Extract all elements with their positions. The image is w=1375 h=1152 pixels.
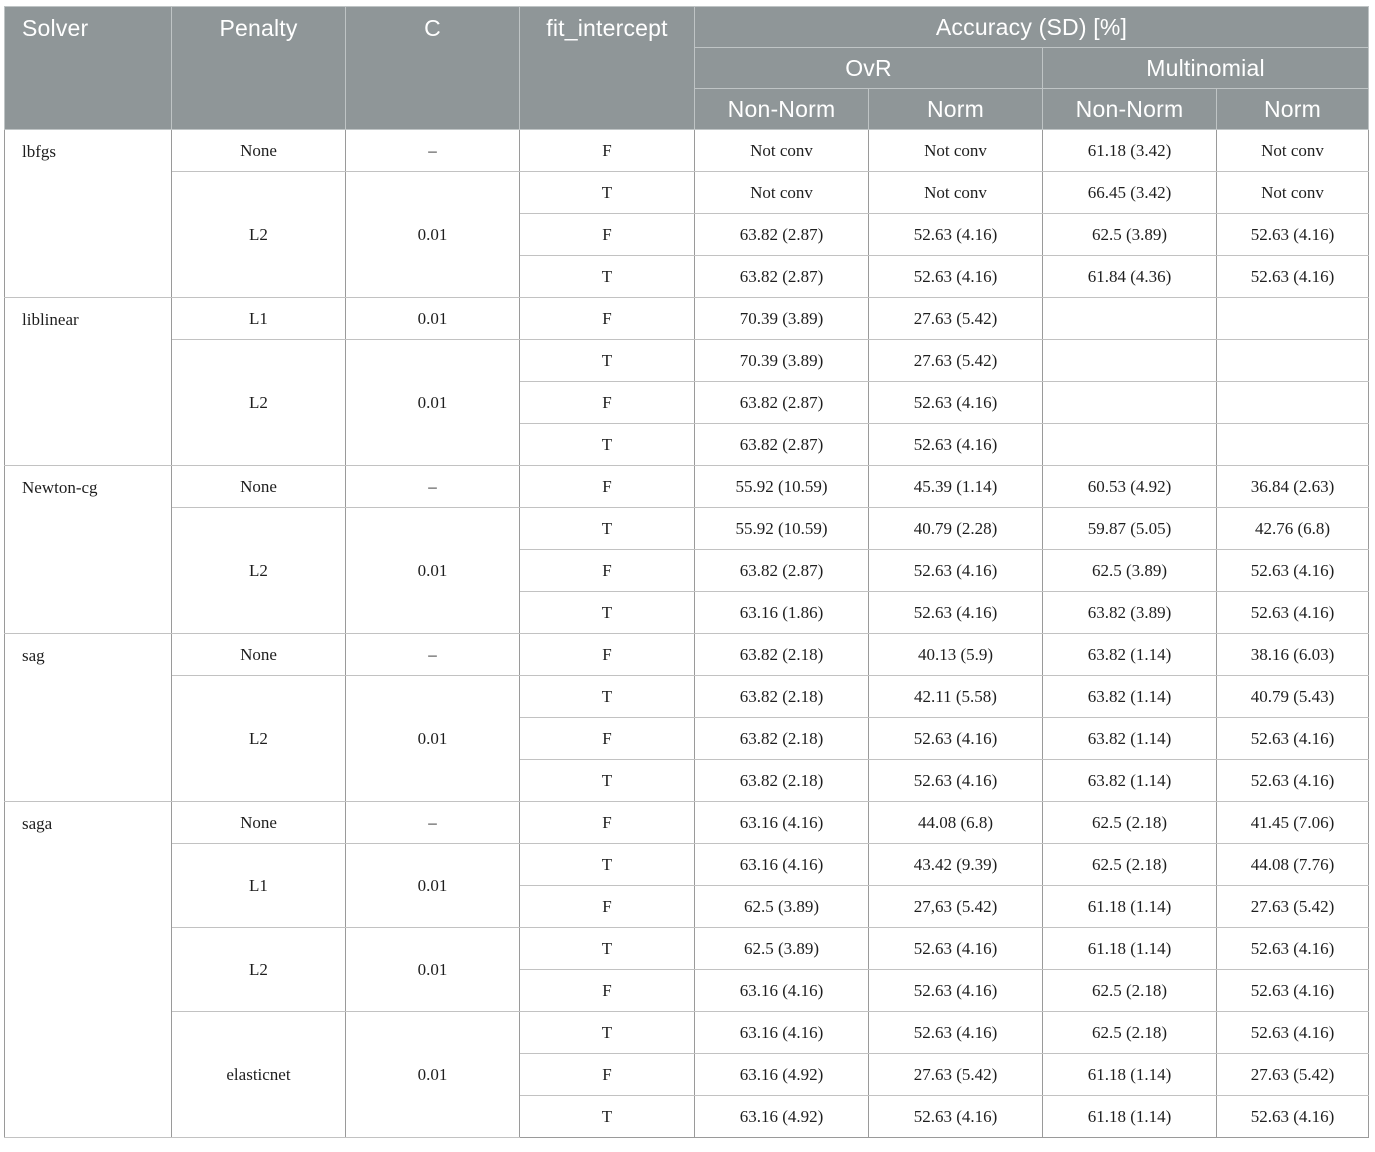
table-row [5, 802, 1369, 844]
solver-cell: sag [5, 634, 172, 802]
fit-intercept-cell: F [520, 634, 695, 676]
multinomial-non-norm-cell: 61.18 (1.14) [1043, 1096, 1217, 1138]
multinomial-norm-cell: 52.63 (4.16) [1217, 970, 1369, 1012]
fit-intercept-cell: F [520, 382, 695, 424]
multinomial-norm-cell: Not conv [1217, 172, 1369, 214]
fit-intercept-cell: F [520, 466, 695, 508]
table-row [5, 1012, 1369, 1054]
c-cell: – [346, 130, 520, 172]
fit-intercept-cell: T [520, 1012, 695, 1054]
ovr-non-norm-cell: 63.82 (2.18) [695, 676, 869, 718]
header-multinomial: Multinomial [1043, 48, 1369, 89]
multinomial-norm-cell: 27.63 (5.42) [1217, 886, 1369, 928]
fit-intercept-cell: T [520, 424, 695, 466]
ovr-norm-cell: Not conv [869, 172, 1043, 214]
multinomial-non-norm-cell: 63.82 (1.14) [1043, 676, 1217, 718]
multinomial-non-norm-cell: 63.82 (1.14) [1043, 760, 1217, 802]
multinomial-non-norm-cell: 63.82 (1.14) [1043, 634, 1217, 676]
c-cell: 0.01 [346, 508, 520, 634]
ovr-norm-cell: 52.63 (4.16) [869, 1096, 1043, 1138]
header-c: C [346, 7, 520, 130]
fit-intercept-cell: T [520, 928, 695, 970]
ovr-non-norm-cell: 70.39 (3.89) [695, 340, 869, 382]
table-row [5, 844, 1369, 886]
ovr-non-norm-cell: 63.16 (4.16) [695, 844, 869, 886]
table-row [5, 340, 1369, 382]
penalty-cell: None [172, 466, 346, 508]
multinomial-non-norm-cell [1043, 298, 1217, 340]
multinomial-non-norm-cell: 66.45 (3.42) [1043, 172, 1217, 214]
ovr-norm-cell: 27.63 (5.42) [869, 1054, 1043, 1096]
fit-intercept-cell: T [520, 844, 695, 886]
header-fit-intercept: fit_intercept [520, 7, 695, 130]
c-cell: 0.01 [346, 340, 520, 466]
results-table [4, 6, 1369, 1138]
ovr-non-norm-cell: 62.5 (3.89) [695, 886, 869, 928]
solver-cell: saga [5, 802, 172, 1138]
fit-intercept-cell: T [520, 172, 695, 214]
multinomial-non-norm-cell: 59.87 (5.05) [1043, 508, 1217, 550]
multinomial-non-norm-cell: 60.53 (4.92) [1043, 466, 1217, 508]
ovr-non-norm-cell: 63.82 (2.87) [695, 424, 869, 466]
table-row [5, 508, 1369, 550]
ovr-non-norm-cell: 63.82 (2.87) [695, 382, 869, 424]
c-cell: 0.01 [346, 928, 520, 1012]
fit-intercept-cell: F [520, 886, 695, 928]
fit-intercept-cell: T [520, 760, 695, 802]
header-ovr-non-norm: Non-Norm [695, 89, 869, 130]
multinomial-norm-cell: 40.79 (5.43) [1217, 676, 1369, 718]
multinomial-norm-cell: 27.63 (5.42) [1217, 1054, 1369, 1096]
penalty-cell: elasticnet [172, 1012, 346, 1138]
multinomial-non-norm-cell [1043, 340, 1217, 382]
ovr-norm-cell: 52.63 (4.16) [869, 256, 1043, 298]
header-multinomial-norm: Norm [1217, 89, 1369, 130]
multinomial-norm-cell: 44.08 (7.76) [1217, 844, 1369, 886]
ovr-non-norm-cell: 63.82 (2.87) [695, 256, 869, 298]
fit-intercept-cell: T [520, 508, 695, 550]
fit-intercept-cell: T [520, 1096, 695, 1138]
penalty-cell: L2 [172, 508, 346, 634]
ovr-non-norm-cell: 63.16 (4.92) [695, 1054, 869, 1096]
c-cell: – [346, 466, 520, 508]
ovr-non-norm-cell: 55.92 (10.59) [695, 508, 869, 550]
ovr-non-norm-cell: 63.16 (4.16) [695, 1012, 869, 1054]
c-cell: 0.01 [346, 676, 520, 802]
ovr-norm-cell: 52.63 (4.16) [869, 970, 1043, 1012]
header-ovr: OvR [695, 48, 1043, 89]
multinomial-non-norm-cell: 61.18 (3.42) [1043, 130, 1217, 172]
penalty-cell: None [172, 634, 346, 676]
penalty-cell: L1 [172, 844, 346, 928]
ovr-non-norm-cell: 63.16 (1.86) [695, 592, 869, 634]
ovr-norm-cell: 52.63 (4.16) [869, 592, 1043, 634]
table-body [5, 130, 1369, 1138]
fit-intercept-cell: F [520, 970, 695, 1012]
table-header [5, 7, 1369, 130]
ovr-norm-cell: 52.63 (4.16) [869, 550, 1043, 592]
penalty-cell: L2 [172, 928, 346, 1012]
multinomial-norm-cell: 52.63 (4.16) [1217, 718, 1369, 760]
multinomial-norm-cell [1217, 298, 1369, 340]
ovr-non-norm-cell: 62.5 (3.89) [695, 928, 869, 970]
multinomial-norm-cell: 52.63 (4.16) [1217, 214, 1369, 256]
c-cell: 0.01 [346, 172, 520, 298]
multinomial-norm-cell: 52.63 (4.16) [1217, 592, 1369, 634]
ovr-non-norm-cell: 63.82 (2.18) [695, 634, 869, 676]
multinomial-non-norm-cell: 62.5 (3.89) [1043, 550, 1217, 592]
solver-cell: Newton-cg [5, 466, 172, 634]
multinomial-norm-cell [1217, 382, 1369, 424]
ovr-non-norm-cell: 63.16 (4.92) [695, 1096, 869, 1138]
ovr-non-norm-cell: 70.39 (3.89) [695, 298, 869, 340]
multinomial-non-norm-cell [1043, 424, 1217, 466]
ovr-non-norm-cell: 63.82 (2.87) [695, 550, 869, 592]
ovr-norm-cell: 52.63 (4.16) [869, 1012, 1043, 1054]
multinomial-norm-cell: Not conv [1217, 130, 1369, 172]
multinomial-non-norm-cell: 63.82 (1.14) [1043, 718, 1217, 760]
multinomial-norm-cell: 52.63 (4.16) [1217, 760, 1369, 802]
ovr-norm-cell: Not conv [869, 130, 1043, 172]
ovr-non-norm-cell: Not conv [695, 130, 869, 172]
multinomial-non-norm-cell: 62.5 (2.18) [1043, 844, 1217, 886]
ovr-non-norm-cell: 63.82 (2.18) [695, 760, 869, 802]
multinomial-norm-cell: 41.45 (7.06) [1217, 802, 1369, 844]
fit-intercept-cell: T [520, 256, 695, 298]
multinomial-norm-cell: 52.63 (4.16) [1217, 256, 1369, 298]
multinomial-non-norm-cell: 61.18 (1.14) [1043, 928, 1217, 970]
fit-intercept-cell: T [520, 676, 695, 718]
multinomial-norm-cell: 38.16 (6.03) [1217, 634, 1369, 676]
fit-intercept-cell: T [520, 340, 695, 382]
ovr-norm-cell: 44.08 (6.8) [869, 802, 1043, 844]
ovr-norm-cell: 52.63 (4.16) [869, 424, 1043, 466]
ovr-norm-cell: 27.63 (5.42) [869, 340, 1043, 382]
table-row [5, 298, 1369, 340]
table-row [5, 928, 1369, 970]
ovr-norm-cell: 40.79 (2.28) [869, 508, 1043, 550]
multinomial-non-norm-cell: 62.5 (2.18) [1043, 1012, 1217, 1054]
c-cell: 0.01 [346, 844, 520, 928]
ovr-norm-cell: 27,63 (5.42) [869, 886, 1043, 928]
multinomial-non-norm-cell: 61.84 (4.36) [1043, 256, 1217, 298]
penalty-cell: L2 [172, 340, 346, 466]
multinomial-non-norm-cell: 62.5 (2.18) [1043, 970, 1217, 1012]
penalty-cell: L2 [172, 676, 346, 802]
ovr-non-norm-cell: 63.16 (4.16) [695, 802, 869, 844]
multinomial-non-norm-cell: 63.82 (3.89) [1043, 592, 1217, 634]
ovr-non-norm-cell: Not conv [695, 172, 869, 214]
table-row [5, 466, 1369, 508]
multinomial-non-norm-cell: 61.18 (1.14) [1043, 886, 1217, 928]
multinomial-norm-cell: 52.63 (4.16) [1217, 1012, 1369, 1054]
penalty-cell: None [172, 130, 346, 172]
table-row [5, 130, 1369, 172]
multinomial-non-norm-cell [1043, 382, 1217, 424]
penalty-cell: None [172, 802, 346, 844]
multinomial-norm-cell: 52.63 (4.16) [1217, 1096, 1369, 1138]
c-cell: – [346, 802, 520, 844]
fit-intercept-cell: F [520, 718, 695, 760]
table-row [5, 676, 1369, 718]
table-row [5, 634, 1369, 676]
ovr-non-norm-cell: 63.82 (2.87) [695, 214, 869, 256]
c-cell: 0.01 [346, 1012, 520, 1138]
ovr-non-norm-cell: 55.92 (10.59) [695, 466, 869, 508]
ovr-norm-cell: 40.13 (5.9) [869, 634, 1043, 676]
multinomial-non-norm-cell: 61.18 (1.14) [1043, 1054, 1217, 1096]
ovr-norm-cell: 45.39 (1.14) [869, 466, 1043, 508]
ovr-norm-cell: 43.42 (9.39) [869, 844, 1043, 886]
multinomial-norm-cell [1217, 424, 1369, 466]
fit-intercept-cell: F [520, 298, 695, 340]
header-multinomial-non-norm: Non-Norm [1043, 89, 1217, 130]
ovr-non-norm-cell: 63.82 (2.18) [695, 718, 869, 760]
c-cell: – [346, 634, 520, 676]
ovr-non-norm-cell: 63.16 (4.16) [695, 970, 869, 1012]
penalty-cell: L2 [172, 172, 346, 298]
multinomial-non-norm-cell: 62.5 (3.89) [1043, 214, 1217, 256]
ovr-norm-cell: 52.63 (4.16) [869, 382, 1043, 424]
fit-intercept-cell: F [520, 130, 695, 172]
multinomial-norm-cell [1217, 340, 1369, 382]
header-solver: Solver [5, 7, 172, 130]
multinomial-norm-cell: 36.84 (2.63) [1217, 466, 1369, 508]
penalty-cell: L1 [172, 298, 346, 340]
fit-intercept-cell: F [520, 1054, 695, 1096]
fit-intercept-cell: F [520, 550, 695, 592]
solver-cell: lbfgs [5, 130, 172, 298]
multinomial-norm-cell: 42.76 (6.8) [1217, 508, 1369, 550]
c-cell: 0.01 [346, 298, 520, 340]
header-accuracy: Accuracy (SD) [%] [695, 7, 1369, 48]
ovr-norm-cell: 52.63 (4.16) [869, 760, 1043, 802]
header-penalty: Penalty [172, 7, 346, 130]
multinomial-norm-cell: 52.63 (4.16) [1217, 928, 1369, 970]
multinomial-non-norm-cell: 62.5 (2.18) [1043, 802, 1217, 844]
multinomial-norm-cell: 52.63 (4.16) [1217, 550, 1369, 592]
solver-cell: liblinear [5, 298, 172, 466]
ovr-norm-cell: 52.63 (4.16) [869, 928, 1043, 970]
ovr-norm-cell: 52.63 (4.16) [869, 718, 1043, 760]
ovr-norm-cell: 42.11 (5.58) [869, 676, 1043, 718]
header-ovr-norm: Norm [869, 89, 1043, 130]
fit-intercept-cell: T [520, 592, 695, 634]
ovr-norm-cell: 52.63 (4.16) [869, 214, 1043, 256]
table-row [5, 172, 1369, 214]
fit-intercept-cell: F [520, 802, 695, 844]
fit-intercept-cell: F [520, 214, 695, 256]
ovr-norm-cell: 27.63 (5.42) [869, 298, 1043, 340]
